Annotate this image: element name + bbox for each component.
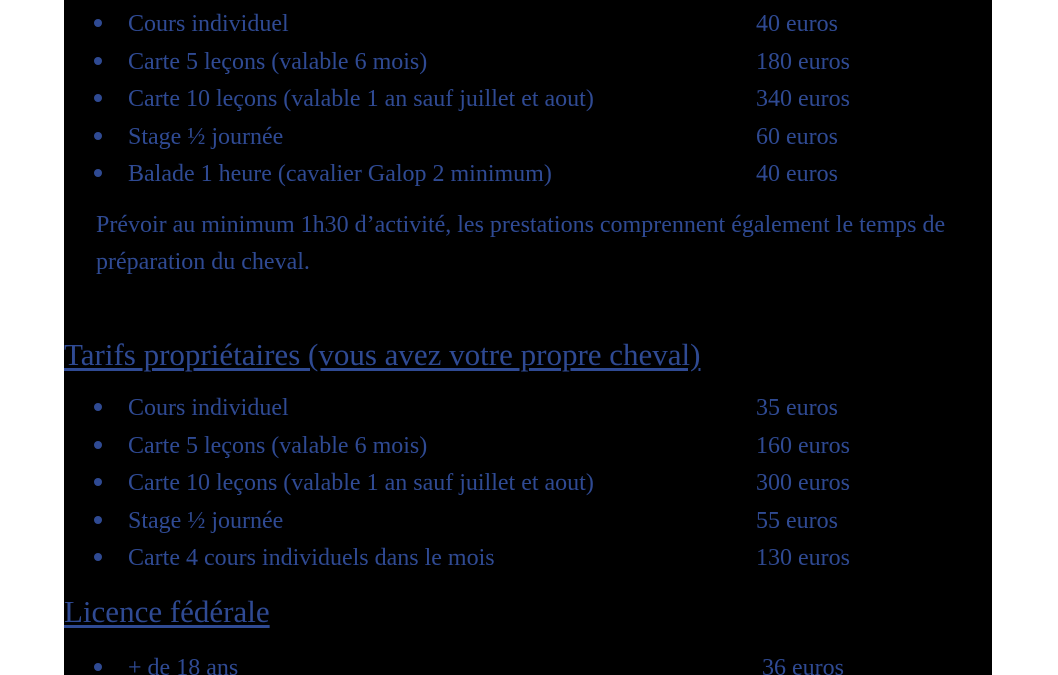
item-price: 40 euros bbox=[756, 11, 838, 37]
bullet-icon bbox=[94, 663, 102, 671]
item-price: 130 euros bbox=[756, 545, 850, 571]
item-label: Balade 1 heure (cavalier Galop 2 minimum) bbox=[128, 161, 552, 187]
document-page bbox=[64, 0, 992, 675]
item-label: Carte 10 leçons (valable 1 an sauf juillet et aout) bbox=[128, 470, 594, 496]
item-label: + de 18 ans bbox=[128, 655, 239, 675]
item-label: Stage ½ journée bbox=[128, 507, 284, 534]
item-label: Cours individuel bbox=[128, 395, 289, 421]
item-price: 36 euros bbox=[762, 655, 844, 675]
item-label: Carte 5 leçons (valable 6 mois) bbox=[128, 48, 428, 75]
owners-heading[interactable]: Tarifs propriétaires (vous avez votre propre cheval) bbox=[64, 337, 701, 372]
bullet-icon bbox=[94, 94, 102, 102]
item-price: 340 euros bbox=[756, 86, 850, 112]
item-price: 40 euros bbox=[756, 161, 838, 187]
item-label: Stage ½ journée bbox=[128, 123, 284, 150]
item-price: 60 euros bbox=[756, 123, 838, 150]
item-price: 180 euros bbox=[756, 48, 850, 75]
item-price: 300 euros bbox=[756, 470, 850, 496]
item-label: Cours individuel bbox=[128, 11, 289, 37]
item-price: 35 euros bbox=[756, 395, 838, 421]
bullet-icon bbox=[94, 403, 102, 411]
item-label: Carte 5 leçons (valable 6 mois) bbox=[128, 432, 428, 459]
item-label: Carte 4 cours individuels dans le mois bbox=[128, 545, 495, 571]
item-price: 160 euros bbox=[756, 432, 850, 459]
bullet-icon bbox=[94, 516, 102, 524]
item-price: 55 euros bbox=[756, 507, 838, 534]
activity-note: Prévoir au minimum 1h30 d’activité, les prestations comprennent également le temps de préparation du cheval. bbox=[96, 212, 946, 275]
bullet-icon bbox=[94, 169, 102, 177]
bullet-icon bbox=[94, 441, 102, 449]
bullet-icon bbox=[94, 19, 102, 27]
license-heading[interactable]: Licence fédérale bbox=[64, 594, 270, 629]
bullet-icon bbox=[94, 553, 102, 561]
bullet-icon bbox=[94, 132, 102, 140]
item-label: Carte 10 leçons (valable 1 an sauf juillet et aout) bbox=[128, 86, 594, 112]
bullet-icon bbox=[94, 57, 102, 65]
bullet-icon bbox=[94, 478, 102, 486]
